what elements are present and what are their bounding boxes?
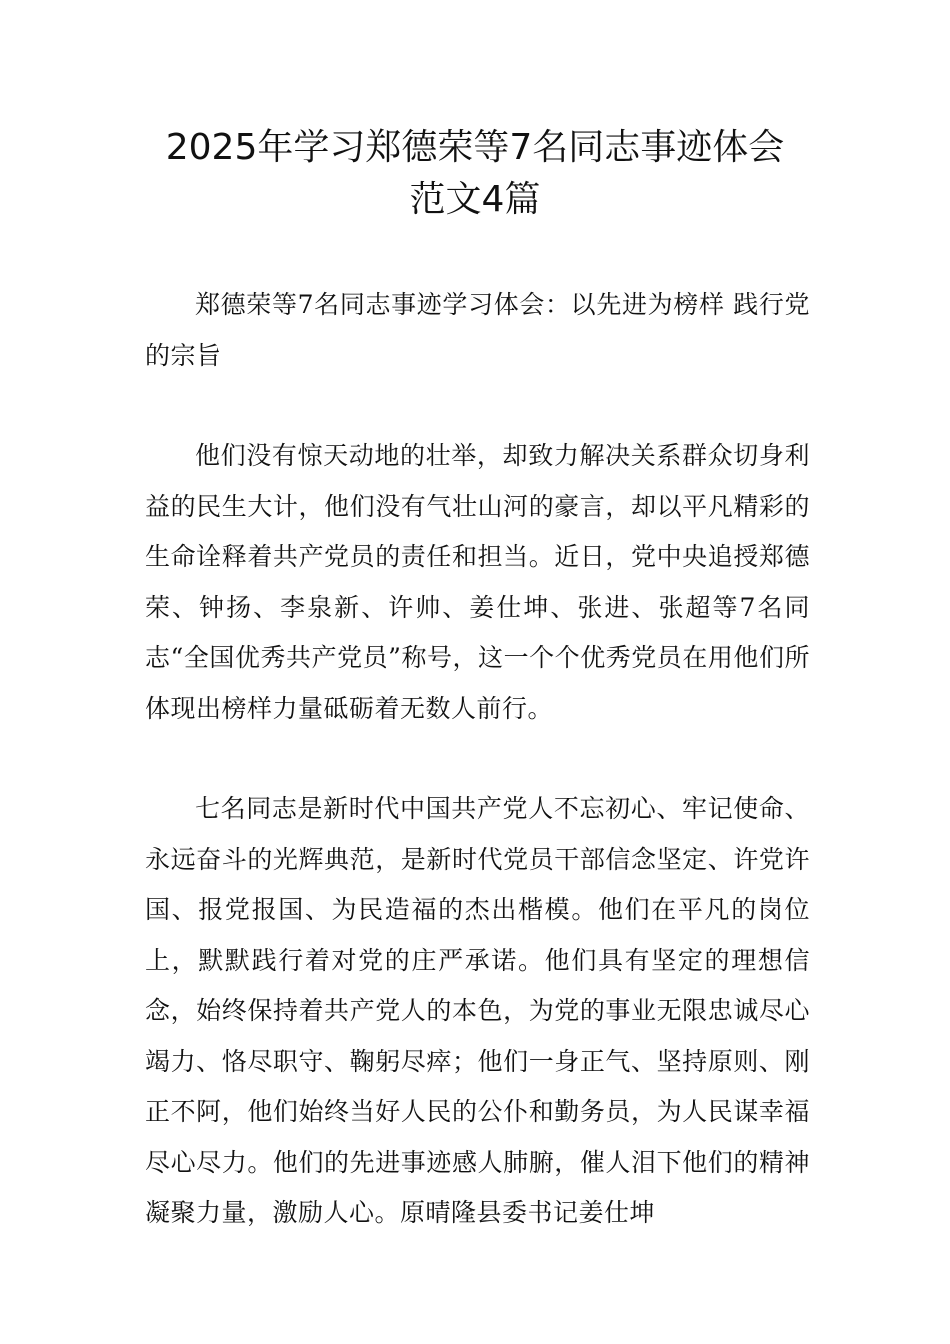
body-paragraph-2: 七名同志是新时代中国共产党人不忘初心、牢记使命、永远奋斗的光辉典范，是新时代党员干部信念坚定、许党许国、报党报国、为民造福的杰出楷模。他们在平凡的岗位上，默默践行着对党的庄严承诺。他们具有坚定的理想信念，始终保持着共产党人的本色，为党的事业无限忠诚尽心竭力、恪尽职守、鞠躬尽瘁；他们一身正气、坚持原则、刚正不阿，他们始终当好人民的公仆和勤务员，为人民谋幸福尽心尽力。他们的先进事迹感人肺腑，催人泪下他们的精神凝聚力量，激励人心。原晴隆县委书记姜仕坤 [145,794,810,1227]
body-paragraph-1: 他们没有惊天动地的壮举，却致力解决关系群众切身利益的民生大计，他们没有气壮山河的豪言，却以平凡精彩的生命诠释着共产党员的责任和担当。近日，党中央追授郑德荣、钟扬、李泉新、许帅、姜仕坤、张进、张超等7名同志“全国优秀共产党员”称号，这一个个优秀党员在用他们所体现出榜样力量砥砺着无数人前行。 [145,441,810,723]
section-subtitle: 郑德荣等7名同志事迹学习体会：以先进为榜样 践行党的宗旨 [145,290,810,370]
document-body [145,280,810,1239]
document-title: 2025年学习郑德荣等7名同志事迹体会范文4篇 [165,127,785,220]
